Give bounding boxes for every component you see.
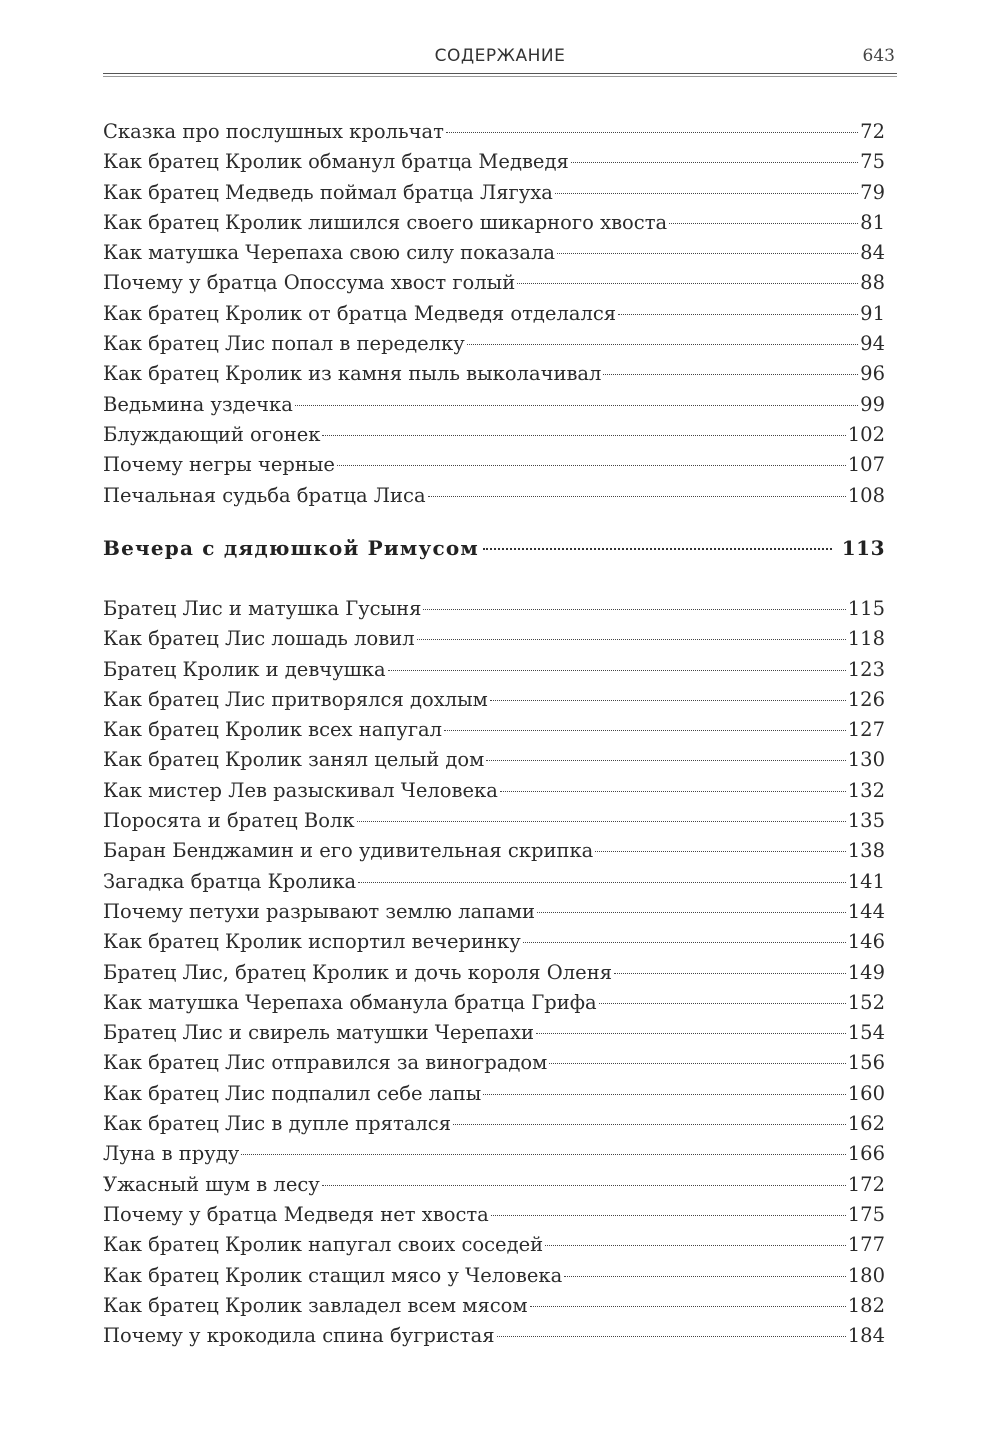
- toc-entry-page: 166: [847, 1142, 885, 1166]
- toc-entry: [103, 1200, 885, 1230]
- toc-list-part1: [103, 117, 885, 511]
- toc-entry: [103, 685, 885, 715]
- toc-entry-page: 126: [847, 687, 885, 711]
- toc-entry: [103, 329, 885, 359]
- toc-leader-dots: [417, 639, 846, 640]
- toc-leader-dots: [603, 374, 858, 375]
- toc-entry-title: Почему у крокодила спина бугристая: [103, 1324, 495, 1348]
- toc-entry-page: 75: [860, 150, 885, 174]
- toc-leader-dots: [599, 1003, 846, 1004]
- toc-entry-page: 84: [860, 241, 885, 265]
- toc-entry: [103, 147, 885, 177]
- toc-entry: [103, 1079, 885, 1109]
- toc-leader-dots: [549, 1063, 846, 1064]
- toc-entry-page: 94: [860, 332, 885, 356]
- toc-entry-title: Как мистер Лев разыскивал Человека: [103, 778, 498, 802]
- toc-leader-dots: [490, 700, 846, 701]
- toc-entry-page: 132: [847, 778, 885, 802]
- toc-entry-page: 81: [860, 210, 885, 234]
- toc-leader-dots: [444, 730, 846, 731]
- toc-entry-page: 160: [847, 1081, 885, 1105]
- toc-leader-dots: [614, 973, 846, 974]
- toc-entry-title: Как братец Кролик всех напугал: [103, 718, 443, 742]
- toc-entry: [103, 238, 885, 268]
- toc-entry-page: 79: [860, 180, 885, 204]
- toc-entry-page: 102: [847, 422, 885, 446]
- toc-entry-title: Как братец Кролик обманул братца Медведя: [103, 150, 569, 174]
- toc-leader-dots: [491, 1215, 846, 1216]
- toc-entry-title: Как братец Кролик завладел всем мясом: [103, 1293, 528, 1317]
- header-title: СОДЕРЖАНИЕ: [434, 46, 566, 66]
- toc-entry-page: 91: [860, 301, 885, 325]
- toc-entry-page: 72: [860, 120, 885, 143]
- toc-entry-title: Как братец Кролик лишился своего шикарного хвоста: [103, 210, 668, 234]
- toc-entry: [103, 927, 885, 957]
- toc-leader-dots: [571, 162, 858, 163]
- toc-entry: [103, 390, 885, 420]
- toc-leader-dots: [388, 670, 846, 671]
- toc-entry-title: Почему у братца Медведя нет хвоста: [103, 1202, 489, 1226]
- toc-entry-title: Как братец Медведь поймал братца Лягуха: [103, 180, 553, 204]
- toc-entry: [103, 776, 885, 806]
- toc-leader-dots: [500, 791, 846, 792]
- toc-entry-page: 177: [847, 1233, 885, 1257]
- toc-entry-title: Как братец Кролик испортил вечеринку: [103, 930, 521, 954]
- toc-entry: [103, 1230, 885, 1260]
- header-rule-secondary: [103, 76, 897, 77]
- toc-entry-title: Ведьмина уздечка: [103, 392, 293, 416]
- toc-leader-dots: [467, 344, 858, 345]
- toc-entry-title: Как братец Кролик из камня пыль выколачивал: [103, 362, 602, 386]
- toc-entry-page: 154: [847, 1021, 885, 1045]
- toc-entry-page: 152: [847, 990, 885, 1014]
- toc-entry: [103, 988, 885, 1018]
- toc-entry: [103, 450, 885, 480]
- toc-leader-dots: [453, 1124, 846, 1125]
- toc-entry: [103, 268, 885, 298]
- toc-entry-page: 115: [847, 597, 885, 620]
- toc-entry-page: 138: [847, 839, 885, 863]
- toc-entry: [103, 594, 885, 624]
- toc-leader-dots: [423, 609, 845, 610]
- toc-entry-page: 107: [847, 453, 885, 477]
- toc-leader-dots: [669, 223, 858, 224]
- toc-entry: [103, 1139, 885, 1169]
- section-title: Вечера с дядюшкой Римусом: [103, 536, 479, 560]
- toc-leader-dots: [564, 1276, 846, 1277]
- toc-entry-page: 162: [847, 1112, 885, 1136]
- header-rule: [103, 73, 897, 74]
- toc-entry-title: Как братец Лис лошадь ловил: [103, 627, 415, 651]
- toc-entry-title: Почему негры черные: [103, 453, 335, 477]
- toc-entry-title: Баран Бенджамин и его удивительная скрипка: [103, 839, 594, 863]
- toc-entry-title: Как матушка Черепаха свою силу показала: [103, 241, 555, 265]
- toc-entry-page: 96: [860, 362, 885, 386]
- toc-entry-title: Как братец Лис попал в переделку: [103, 332, 465, 356]
- toc-entry-title: Как братец Кролик стащил мясо у Человека: [103, 1263, 563, 1287]
- header-page-number: 643: [862, 46, 895, 66]
- toc-entry: [103, 208, 885, 238]
- toc-entry-title: Загадка братца Кролика: [103, 869, 357, 893]
- toc-entry-page: 180: [847, 1263, 885, 1287]
- toc-entry: [103, 1170, 885, 1200]
- toc-entry: [103, 1048, 885, 1078]
- toc-entry: [103, 1291, 885, 1321]
- toc-entry-title: Братец Лис и свирель матушки Черепахи: [103, 1021, 535, 1045]
- toc-leader-dots: [486, 760, 845, 761]
- toc-entry-page: 144: [847, 899, 885, 923]
- toc-entry: [103, 624, 885, 654]
- toc-leader-dots: [428, 496, 846, 497]
- toc-entry-page: 118: [847, 627, 885, 651]
- toc-entry-title: Луна в пруду: [103, 1142, 240, 1166]
- toc-list-part2: [103, 594, 885, 1351]
- toc-leader-dots: [595, 851, 846, 852]
- toc-entry-title: Как братец Лис в дупле прятался: [103, 1112, 451, 1136]
- toc-leader-dots: [523, 942, 846, 943]
- toc-leader-dots: [530, 1306, 846, 1307]
- toc-leader-dots: [555, 193, 858, 194]
- toc-entry: [103, 897, 885, 927]
- toc-entry-title: Почему петухи разрывают землю лапами: [103, 899, 536, 923]
- toc-entry: [103, 1018, 885, 1048]
- toc-leader-dots: [358, 882, 846, 883]
- toc-entry: [103, 117, 885, 147]
- toc-entry-title: Блуждающий огонек: [103, 422, 321, 446]
- toc-entry-title: Печальная судьба братца Лиса: [103, 483, 426, 507]
- toc-entry: [103, 806, 885, 836]
- toc-entry: [103, 1321, 885, 1351]
- toc-leader-dots: [241, 1154, 846, 1155]
- toc-entry: [103, 867, 885, 897]
- toc-entry-title: Поросята и братец Волк: [103, 809, 355, 833]
- toc-leader-dots: [536, 1033, 846, 1034]
- toc-entry-page: 141: [847, 869, 885, 893]
- toc-entry-title: Как братец Лис притворялся дохлым: [103, 687, 488, 711]
- toc-entry: [103, 299, 885, 329]
- toc-entry-title: Сказка про послушных крольчат: [103, 120, 444, 143]
- toc-entry-page: 156: [847, 1051, 885, 1075]
- toc-entry: [103, 420, 885, 450]
- toc-entry-page: 175: [847, 1202, 885, 1226]
- toc-leader-dots: [497, 1336, 846, 1337]
- toc-entry-title: Как матушка Черепаха обманула братца Грифа: [103, 990, 597, 1014]
- toc-leader-dots: [322, 435, 845, 436]
- toc-entry-page: 88: [860, 271, 885, 295]
- toc-entry-page: 123: [847, 657, 885, 681]
- toc-entry: [103, 359, 885, 389]
- toc-entry-title: Братец Лис, братец Кролик и дочь короля Оленя: [103, 960, 612, 984]
- toc-entry: [103, 1109, 885, 1139]
- toc-leader-dots: [557, 253, 858, 254]
- toc-leader-dots: [618, 314, 858, 315]
- toc-entry: [103, 715, 885, 745]
- section-leader-dots: [483, 548, 832, 550]
- toc-entry-title: Как братец Лис подпалил себе лапы: [103, 1081, 482, 1105]
- toc-leader-dots: [295, 405, 858, 406]
- toc-entry-page: 149: [847, 960, 885, 984]
- toc-leader-dots: [446, 132, 858, 133]
- toc-leader-dots: [337, 465, 846, 466]
- toc-entry-title: Ужасный шум в лесу: [103, 1172, 320, 1196]
- toc-entry: [103, 1261, 885, 1291]
- section-page-number: 113: [841, 536, 885, 560]
- toc-entry: [103, 745, 885, 775]
- toc-leader-dots: [483, 1094, 846, 1095]
- section-heading: [103, 536, 885, 560]
- toc-entry-title: Как братец Кролик занял целый дом: [103, 748, 485, 772]
- toc-entry-page: 182: [847, 1293, 885, 1317]
- toc-entry-title: Как братец Кролик от братца Медведя отделался: [103, 301, 617, 325]
- toc-entry-page: 146: [847, 930, 885, 954]
- toc-leader-dots: [517, 283, 858, 284]
- toc-entry: [103, 655, 885, 685]
- toc-entry: [103, 958, 885, 988]
- running-header: [103, 42, 897, 74]
- toc-entry: [103, 178, 885, 208]
- toc-entry-title: Как братец Кролик напугал своих соседей: [103, 1233, 544, 1257]
- toc-entry-page: 130: [847, 748, 885, 772]
- toc-entry-page: 172: [847, 1172, 885, 1196]
- toc-entry-title: Как братец Лис отправился за виноградом: [103, 1051, 548, 1075]
- toc-entry-page: 99: [860, 392, 885, 416]
- toc-leader-dots: [322, 1185, 846, 1186]
- toc-leader-dots: [357, 821, 846, 822]
- toc-entry: [103, 481, 885, 511]
- toc-entry-page: 108: [847, 483, 885, 507]
- toc-entry-title: Братец Лис и матушка Гусыня: [103, 597, 422, 620]
- toc-entry-page: 184: [847, 1324, 885, 1348]
- toc-entry-page: 127: [847, 718, 885, 742]
- toc-leader-dots: [545, 1245, 846, 1246]
- toc-entry-title: Братец Кролик и девчушка: [103, 657, 386, 681]
- toc-leader-dots: [537, 912, 846, 913]
- toc-entry-page: 135: [847, 809, 885, 833]
- toc-entry: [103, 836, 885, 866]
- toc-entry-title: Почему у братца Опоссума хвост голый: [103, 271, 516, 295]
